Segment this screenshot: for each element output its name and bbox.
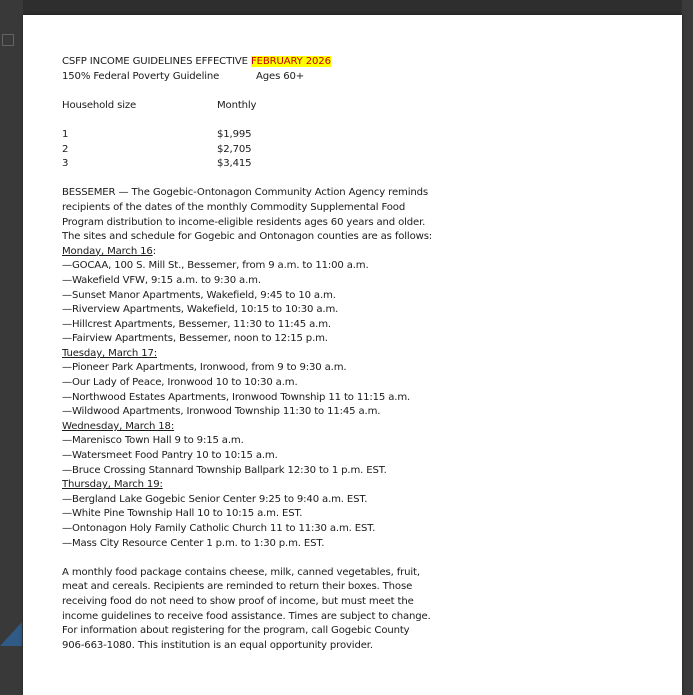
schedule-stop: —Northwood Estates Apartments, Ironwood Township 11 to 11:15 a.m. <box>62 391 411 403</box>
day-label: Wednesday, March 18: <box>62 420 175 432</box>
schedule-stop: —Watersmeet Food Pantry 10 to 10:15 a.m. <box>62 450 278 462</box>
paragraph-line: income guidelines to receive food assistance. Times are subject to change. <box>62 610 431 622</box>
table-row <box>62 143 442 158</box>
household-size-cell: 1 <box>62 128 69 140</box>
schedule-stop: —Riverview Apartments, Wakefield, 10:15 to 10:30 a.m. <box>62 304 339 316</box>
schedule-stop: —Our Lady of Peace, Ironwood 10 to 10:30 a.m. <box>62 377 298 389</box>
paragraph-line: 906-663-1080. This institution is an equal opportunity provider. <box>62 639 373 651</box>
schedule-stop: —Bruce Crossing Stannard Township Ballpark 12:30 to 1 p.m. EST. <box>62 464 387 476</box>
day-label: Tuesday, March 17: <box>62 347 158 359</box>
income-table <box>62 128 442 172</box>
table-row <box>62 128 442 143</box>
distribution-schedule <box>62 245 442 551</box>
day-suffix: : <box>152 245 156 257</box>
ages-label: Ages 60+ <box>256 70 305 82</box>
table-row <box>62 157 442 172</box>
background-window-edge <box>0 0 23 695</box>
schedule-stop: —Wildwood Apartments, Ironwood Township 11:30 to 11:45 a.m. <box>62 406 381 418</box>
title-highlight: FEBRUARY 2026 <box>250 56 331 67</box>
intro-paragraph <box>62 186 442 244</box>
paragraph-line: The sites and schedule for Gogebic and Ontonagon counties are as follows: <box>62 231 433 243</box>
paragraph-line: A monthly food package contains cheese, milk, canned vegetables, fruit, <box>62 566 420 578</box>
household-size-cell: 2 <box>62 143 69 155</box>
background-edit-icon <box>2 34 14 46</box>
paragraph-line: For information about registering for the program, call Gogebic County <box>62 625 410 637</box>
schedule-stop: —Hillcrest Apartments, Bessemer, 11:30 to 11:45 a.m. <box>62 318 331 330</box>
schedule-day-heading <box>62 478 442 493</box>
closing-paragraph <box>62 566 442 654</box>
title-text: CSFP INCOME GUIDELINES EFFECTIVE <box>62 56 251 67</box>
monthly-cell: $2,705 <box>217 143 252 155</box>
schedule-stop: —White Pine Township Hall 10 to 10:15 a.m. EST. <box>62 508 303 520</box>
schedule-stop: —Mass City Resource Center 1 p.m. to 1:30 p.m. EST. <box>62 537 325 549</box>
paragraph-line: Program distribution to income-eligible residents ages 60 years and older. <box>62 216 426 228</box>
table-header <box>62 99 442 114</box>
schedule-stop: —Pioneer Park Apartments, Ironwood, from 9 to 9:30 a.m. <box>62 362 347 374</box>
household-size-cell: 3 <box>62 158 69 170</box>
background-window-right-edge <box>682 0 693 695</box>
paragraph-line: receiving food do not need to show proof of income, but must meet the <box>62 595 414 607</box>
document-body <box>62 55 442 653</box>
schedule-stop: —GOCAA, 100 S. Mill St., Bessemer, from 9 a.m. to 11:00 a.m. <box>62 260 369 272</box>
schedule-stop: —Fairview Apartments, Bessemer, noon to 12:15 p.m. <box>62 333 328 345</box>
paragraph-line: BESSEMER — The Gogebic-Ontonagon Community Action Agency reminds <box>62 187 428 199</box>
monthly-cell: $3,415 <box>217 158 252 170</box>
schedule-stop: —Marenisco Town Hall 9 to 9:15 a.m. <box>62 435 244 447</box>
paragraph-line: meat and cereals. Recipients are reminded to return their boxes. Those <box>62 581 413 593</box>
schedule-stop: —Wakefield VFW, 9:15 a.m. to 9:30 a.m. <box>62 274 261 286</box>
paragraph-line: recipients of the dates of the monthly Commodity Supplemental Food <box>62 201 406 213</box>
monthly-header: Monthly <box>217 99 257 111</box>
document-page <box>23 15 682 695</box>
guideline-row <box>62 70 442 85</box>
poverty-guideline: 150% Federal Poverty Guideline <box>62 70 220 82</box>
day-label: Thursday, March 19: <box>62 479 163 491</box>
monthly-cell: $1,995 <box>217 128 252 140</box>
schedule-day-heading <box>62 347 442 362</box>
day-label: Monday, March 16 <box>62 245 153 257</box>
schedule-stop: —Sunset Manor Apartments, Wakefield, 9:45 to 10 a.m. <box>62 289 336 301</box>
household-size-header: Household size <box>62 99 137 111</box>
schedule-day-heading <box>62 420 442 435</box>
guidelines-title <box>62 55 442 70</box>
schedule-day-heading <box>62 245 442 260</box>
schedule-stop: —Bergland Lake Gogebic Senior Center 9:25 to 9:40 a.m. EST. <box>62 493 368 505</box>
schedule-stop: —Ontonagon Holy Family Catholic Church 11 to 11:30 a.m. EST. <box>62 523 376 534</box>
